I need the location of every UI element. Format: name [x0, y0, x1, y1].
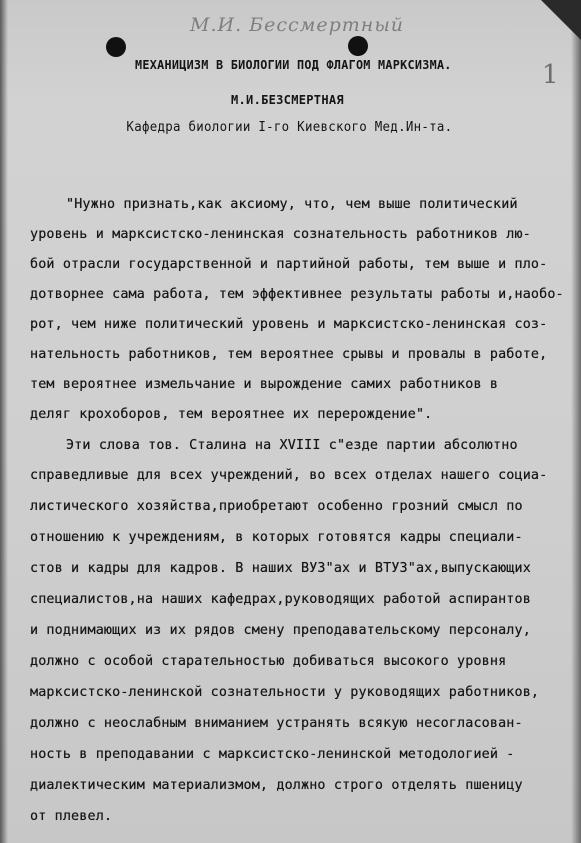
paragraph1-line: рот, чем ниже политический уровень и марксистско-ленинская соз- — [30, 317, 548, 332]
paragraph1-line: тем вероятнее измельчание и вырождение самих работников в — [30, 377, 499, 392]
paragraph2-line: должно с особой старательностью добиваться высокого уровня — [30, 654, 507, 669]
paragraph2-line: стов и кадры для кадров. В наших ВУЗ"ах и ВТУЗ"ах,выпускающих — [30, 561, 531, 576]
paragraph1-line: уровень и марксистско-ленинская сознательность работников лю- — [30, 227, 531, 242]
right-edge-shadow — [571, 0, 581, 843]
paragraph2-line: отношению к учреждениям, в которых готовятся кадры специали- — [30, 530, 523, 545]
paragraph2-line: от плевел. — [30, 809, 113, 824]
corner-fold — [541, 0, 581, 40]
paragraph1-line: "Нужно признать,как аксиому, что, чем выше политический — [66, 197, 518, 212]
left-edge-shadow — [0, 0, 8, 843]
paragraph1-line: нательность работников, тем вероятнее срывы и провалы в работе, — [30, 347, 548, 362]
paragraph1-line: деляг крохоборов, тем вероятнее их перерождение". — [30, 407, 433, 422]
page-number: 1 — [542, 60, 559, 90]
paragraph2-line: должно с неослабным вниманием устранять всякую несогласован- — [30, 716, 523, 731]
paragraph2-line: Эти слова тов. Сталина на XVIII с"езде партии абсолютно — [66, 438, 518, 453]
paragraph2-line: листического хозяйства,приобретают особенно грозний смысл по — [30, 499, 523, 514]
affiliation: Кафедра биологии I-го Киевского Мед.Ин-та. — [126, 120, 453, 135]
paragraph1-line: бой отрасли государственной и партийной работы, тем выше и пло- — [30, 257, 548, 272]
paragraph2-line: диалектическим материализмом, должно строго отделять пшеницу — [30, 778, 523, 793]
author-name: М.И.БЕЗСМЕРТНАЯ — [230, 92, 344, 107]
handwritten-name: М.И. Бессмертный — [190, 14, 405, 36]
punch-hole-left — [106, 37, 126, 57]
paragraph2-line: и поднимающих из их рядов смену преподавательскому персоналу, — [30, 623, 531, 638]
paragraph2-line: справедливые для всех учреждений, во всех отделах нашего социа- — [30, 468, 548, 483]
paragraph2-line: специалистов,на наших кафедрах,руководящих работой аспирантов — [30, 592, 531, 607]
punch-hole-right — [348, 36, 368, 56]
paragraph1-line: дотворнее сама работа, тем эффективнее результаты работы и,наобо- — [30, 287, 564, 302]
paragraph2-line: марксистско-ленинской сознательности у руководящих работников, — [30, 685, 540, 700]
paragraph2-line: ность в преподавании с марксистско-ленинской методологией - — [30, 747, 515, 762]
document-title: МЕХАНИЦИЗМ В БИОЛОГИИ ПОД ФЛАГОМ МАРКСИЗМА. — [135, 57, 452, 72]
